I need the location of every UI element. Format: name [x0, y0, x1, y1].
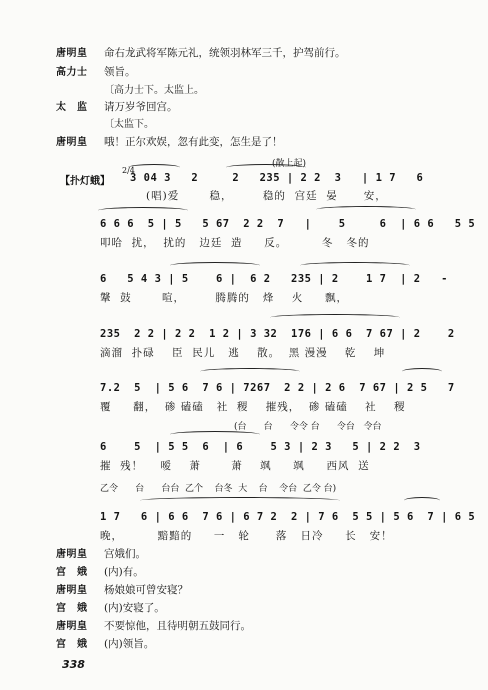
- notation-row: 6 5 | 5 5 6 | 6 5 3 | 2 3 5 | 2 2 3: [100, 441, 421, 453]
- dialogue-text: 宫娥们。: [104, 548, 146, 560]
- slur: [226, 164, 306, 171]
- speaker-name: 唐明皇: [56, 549, 88, 560]
- percussion-row: (台 台 令令 台 令台 令台: [234, 422, 382, 432]
- dialogue-text: 哦！正尔欢娱，忽有此变，怎生是了！: [104, 136, 283, 148]
- lyrics-row: 滴溜 扑碌 臣 民儿 逃 散。 黑 漫漫 乾 坤: [100, 347, 386, 359]
- slur: [404, 497, 440, 504]
- tune-label: 【扑灯蛾】: [60, 176, 110, 187]
- tempo-note: (散上起): [272, 159, 307, 169]
- speaker-name: 唐明皇: [56, 621, 88, 632]
- lyrics-row: (唱)爱 稳， 稳的 宫廷 晏 安，: [146, 190, 387, 202]
- lyrics-row: 叩哈 扰， 扰的 边廷 造 反。 冬 冬的: [100, 237, 370, 249]
- slur: [98, 207, 188, 214]
- dialogue-text: 不要惊他，且待明朝五鼓同行。: [104, 620, 251, 632]
- slur: [140, 497, 340, 504]
- notation-row: 6 5 4 3 | 5 6 | 6 2 235 | 2 1 7 | 2 -: [100, 273, 448, 285]
- notation-row: 6 6 6 5 | 5 5 67 2 2 7 | 5 6 | 6 6 5 5: [100, 218, 476, 230]
- lyrics-row: 晚， 黯黯的 一 轮 落 日冷 长 安！: [100, 530, 393, 542]
- speaker-name: 唐明皇: [56, 585, 88, 596]
- lyrics-row: 鞶 鼓 喧， 腾腾的 烽 火 飘，: [100, 292, 348, 304]
- page-number: 338: [62, 658, 85, 671]
- dialogue-text: 请万岁爷回宫。: [104, 101, 178, 113]
- dialogue-text: (内)有。: [104, 566, 144, 578]
- speaker-name: 宫 娥: [56, 603, 88, 614]
- stage-direction-text: 〔高力士下。太监上。: [104, 85, 204, 96]
- slur: [270, 314, 400, 321]
- percussion-row: 乙令 台 台台 乙个 台冬 大 台 令台 乙令 台): [100, 484, 337, 494]
- slur: [170, 431, 260, 438]
- slur: [402, 368, 442, 375]
- stage-direction-text: 〔太监下。: [104, 119, 154, 130]
- slur: [170, 262, 260, 269]
- speaker-name: 高力士: [56, 67, 88, 78]
- speaker-name: 唐明皇: [56, 48, 88, 59]
- dialogue-text: 命右龙武将军陈元礼，统领羽林军三千，护驾前行。: [104, 47, 346, 59]
- slur: [128, 164, 180, 171]
- speaker-name: 宫 娥: [56, 639, 88, 650]
- lyrics-row: 覆 翻， 碜 磕磕 社 稷 摧残， 碜 磕磕 社 稷: [100, 401, 406, 413]
- time-signature: 2/4: [122, 166, 135, 175]
- speaker-name: 唐明皇: [56, 137, 88, 148]
- dialogue-text: (内)安寝了。: [104, 602, 165, 614]
- speaker-name: 太 监: [56, 102, 88, 113]
- dialogue-text: 领旨。: [104, 66, 136, 78]
- notation-row: 1 7 6 | 6 6 7 6 | 6 7 2 2 | 7 6 5 5 | 5 6 7 | 6 5: [100, 511, 476, 523]
- slur: [200, 368, 300, 375]
- speaker-name: 宫 娥: [56, 567, 88, 578]
- slur: [316, 206, 416, 213]
- slur: [300, 262, 410, 269]
- dialogue-text: 杨娘娘可曾安寝？: [104, 584, 188, 596]
- notation-row: 3 04 3 2 2 235 | 2 2 3 | 1 7 6: [130, 172, 424, 184]
- dialogue-text: (内)领旨。: [104, 638, 155, 650]
- notation-row: 7.2 5 | 5 6 7 6 | 7267 2 2 | 2 6 7 67 | 2 5 7: [100, 382, 455, 394]
- notation-row: 235 2 2 | 2 2 1 2 | 3 32 176 | 6 6 7 67 | 2 2: [100, 328, 455, 340]
- lyrics-row: 摧 残！ 嗳 萧 萧 飒 飒 西风 送: [100, 460, 370, 472]
